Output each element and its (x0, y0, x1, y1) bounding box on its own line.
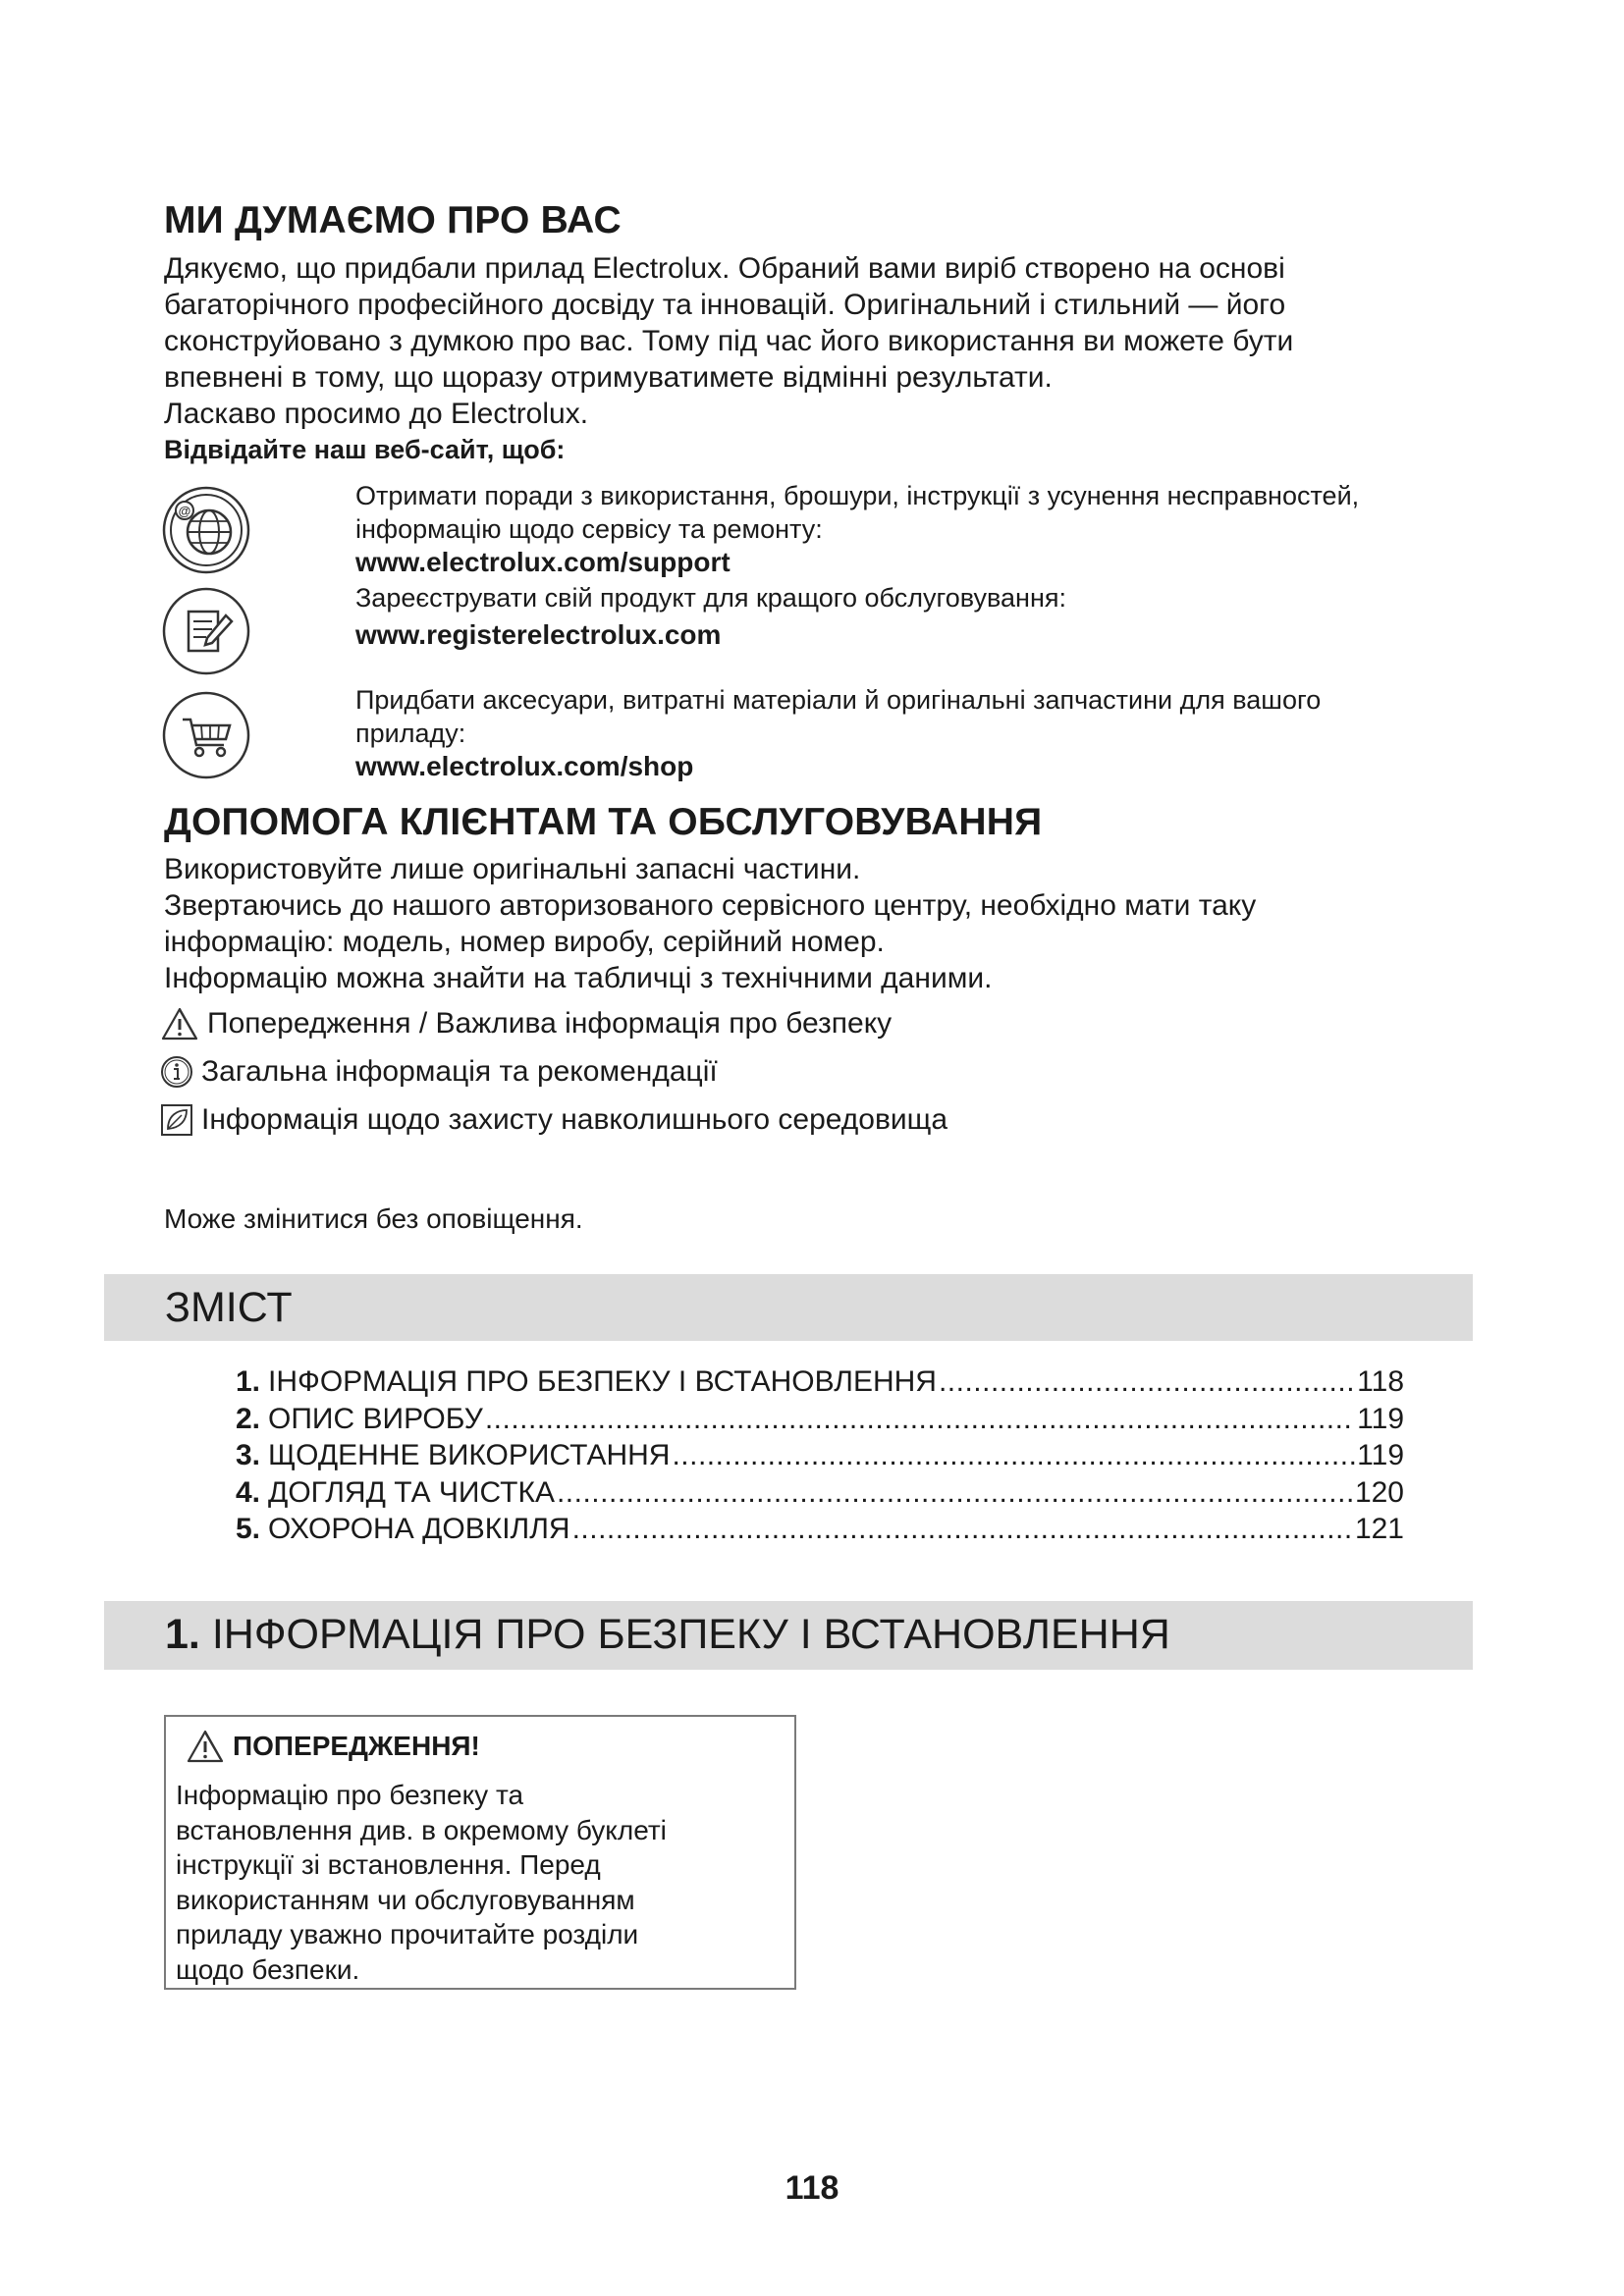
toc-leader (939, 1363, 1355, 1401)
toc-entry[interactable] (236, 1437, 1404, 1474)
register-icon (161, 586, 251, 681)
toc-num: 1. (236, 1365, 261, 1398)
link-desc: Придбати аксесуари, витратні матеріали й оригінальні запчастини для вашого (355, 685, 1322, 715)
section1-num: 1. (165, 1611, 200, 1658)
toc-page: 120 (1354, 1475, 1404, 1509)
intro-line: сконструйовано з думкою про вас. Тому під час його використання ви можете бути (164, 325, 1294, 357)
page-number: 118 (785, 2169, 839, 2207)
support-line: інформацію: модель, номер виробу, серійний номер. (164, 926, 885, 958)
toc-page: 118 (1357, 1365, 1404, 1398)
toc-page: 119 (1357, 1402, 1404, 1435)
toc-num: 3. (236, 1439, 261, 1471)
link-block-support (355, 479, 1475, 579)
toc-entry[interactable] (236, 1363, 1404, 1401)
toc-title: ЗМІСТ (165, 1284, 293, 1331)
warning-line: щодо безпеки. (176, 1953, 360, 1985)
toc-entry[interactable] (236, 1511, 1404, 1548)
warning-line: встановлення див. в окремому буклеті (176, 1814, 667, 1845)
link-desc: приладу: (355, 719, 466, 748)
legend-label: Загальна інформація та рекомендації (201, 1054, 718, 1088)
toc-num: 2. (236, 1402, 261, 1435)
toc-num: 4. (236, 1475, 261, 1509)
toc-leader (672, 1437, 1355, 1474)
toc-leader (557, 1474, 1353, 1512)
toc-entry-title: ЩОДЕННЕ ВИКОРИСТАННЯ (268, 1439, 671, 1471)
legend-label: Інформація щодо захисту навколишнього середовища (201, 1102, 948, 1136)
toc-page: 119 (1357, 1439, 1404, 1471)
toc-entry[interactable] (236, 1474, 1404, 1512)
support-text (164, 851, 1470, 996)
intro-line: багаторічного професійного досвіду та інновацій. Оригінальний і стильний — його (164, 289, 1286, 321)
support-line: Використовуйте лише оригінальні запасні частини. (164, 853, 861, 885)
toc-leader (485, 1401, 1355, 1438)
toc-entry[interactable] (236, 1401, 1404, 1438)
register-link[interactable]: www.registerelectrolux.com (355, 619, 722, 650)
table-of-contents (236, 1363, 1404, 1548)
toc-band (104, 1274, 1473, 1341)
legend-info (160, 1047, 1436, 1095)
toc-num: 5. (236, 1513, 261, 1545)
intro-heading: МИ ДУМАЄМО ПРО ВАС (164, 199, 622, 241)
legend-label: Попередження / Важлива інформація про безпеку (207, 1006, 893, 1040)
legend-environment (160, 1095, 1436, 1144)
shop-link[interactable]: www.electrolux.com/shop (355, 751, 694, 781)
intro-line: Дякуємо, що придбали прилад Electrolux. Обраний вами виріб створено на основі (164, 252, 1285, 285)
warning-text (176, 1778, 667, 1987)
link-block-shop (355, 683, 1475, 783)
toc-page: 121 (1354, 1513, 1404, 1545)
svg-text:@: @ (178, 504, 191, 518)
intro-line: впевнені в тому, що щоразу отримуватимете відмінні результати. (164, 361, 1053, 394)
warning-icon (186, 1729, 225, 1764)
support-line: Звертаючись до нашого авторизованого сервісного центру, необхідно мати таку (164, 889, 1257, 922)
toc-entry-title: ІНФОРМАЦІЯ ПРО БЕЗПЕКУ І ВСТАНОВЛЕННЯ (268, 1365, 937, 1398)
warning-icon (160, 1006, 199, 1041)
warning-line: приладу уважно прочитайте розділи (176, 1919, 639, 1949)
warning-header (186, 1729, 480, 1764)
warning-box (164, 1715, 796, 1990)
visit-label: Відвідайте наш веб-сайт, щоб: (164, 435, 566, 464)
leaf-icon (160, 1103, 193, 1137)
toc-entry-title: ОХОРОНА ДОВКІЛЛЯ (268, 1513, 570, 1545)
warning-line: інструкції зі встановлення. Перед (176, 1849, 601, 1880)
section1-title (165, 1611, 1170, 1659)
intro-text (164, 250, 1470, 468)
legend (160, 999, 1436, 1144)
legend-warning (160, 999, 1436, 1047)
link-desc: інформацію щодо сервісу та ремонту: (355, 514, 823, 544)
intro-line: Ласкаво просимо до Electrolux. (164, 398, 589, 430)
section1-title-text: ІНФОРМАЦІЯ ПРО БЕЗПЕКУ І ВСТАНОВЛЕННЯ (211, 1611, 1170, 1658)
globe-icon (161, 485, 251, 580)
support-link[interactable]: www.electrolux.com/support (355, 547, 731, 577)
info-icon (160, 1055, 193, 1089)
support-heading: ДОПОМОГА КЛІЄНТАМ ТА ОБСЛУГОВУВАННЯ (164, 801, 1043, 843)
toc-leader (572, 1511, 1353, 1548)
section1-band (104, 1601, 1473, 1670)
link-block-register (355, 581, 1475, 652)
warning-title: ПОПЕРЕДЖЕННЯ! (233, 1731, 480, 1761)
link-desc: Отримати поради з використання, брошури, інструкції з усунення несправностей, (355, 481, 1360, 510)
toc-entry-title: ДОГЛЯД ТА ЧИСТКА (268, 1475, 555, 1509)
cart-icon (161, 690, 251, 785)
support-line: Інформацію можна знайти на табличці з технічними даними. (164, 962, 993, 994)
change-notice: Може змінитися без оповіщення. (164, 1203, 583, 1234)
warning-line: використанням чи обслуговуванням (176, 1884, 635, 1915)
toc-entry-title: ОПИС ВИРОБУ (268, 1402, 483, 1435)
link-desc: Зареєструвати свій продукт для кращого обслуговування: (355, 583, 1066, 613)
warning-line: Інформацію про безпеку та (176, 1780, 524, 1810)
